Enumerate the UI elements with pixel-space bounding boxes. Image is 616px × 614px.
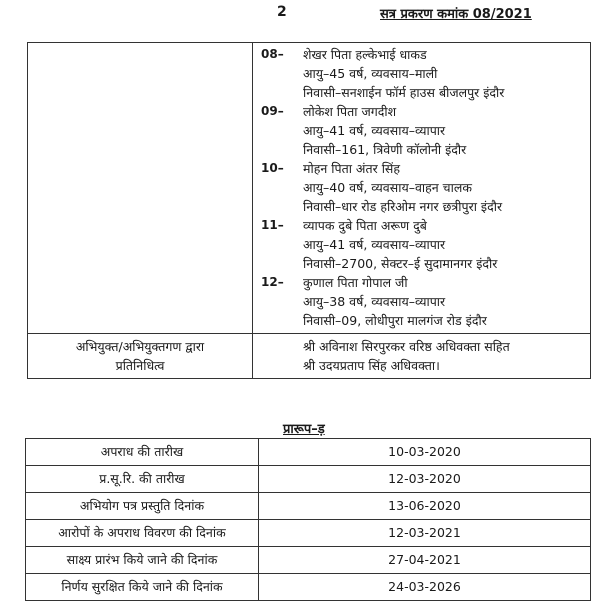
page-number: 2	[277, 4, 287, 20]
accused-address: निवासी–धार रोड हरिओम नगर छत्रीपुरा इंदौर	[303, 199, 503, 214]
date-value: 27-04-2021	[259, 547, 591, 574]
date-row	[26, 466, 591, 493]
accused-entry	[261, 216, 584, 273]
representation-text	[253, 334, 591, 379]
date-value: 12-03-2020	[259, 466, 591, 493]
date-value: 10-03-2020	[259, 439, 591, 466]
accused-name: मोहन पिता अंतर सिंह	[303, 161, 401, 176]
accused-number: 10–	[261, 161, 284, 175]
accused-name: व्यापक दुबे पिता अरूण दुबे	[303, 218, 427, 233]
accused-address: निवासी–161, त्रिवेणी कॉलोनी इंदौर	[303, 142, 467, 157]
date-value: 13-06-2020	[259, 493, 591, 520]
accused-entry	[261, 159, 584, 216]
date-row	[26, 520, 591, 547]
case-reference: सत्र प्रकरण कमांक 08/2021	[380, 7, 532, 22]
accused-address: निवासी–सनशाईन फॉर्म हाउस बीजलपुर इंदौर	[303, 85, 505, 100]
representation-label	[28, 334, 253, 379]
accused-row	[28, 43, 591, 334]
accused-number: 12–	[261, 275, 284, 289]
accused-left-cell	[28, 43, 253, 334]
date-label: प्र.सू.रि. की तारीख	[26, 466, 259, 493]
accused-entry	[261, 102, 584, 159]
date-label: निर्णय सुरक्षित किये जाने की दिनांक	[26, 574, 259, 601]
representation-row	[28, 334, 591, 379]
accused-age: आयु–41 वर्ष, व्यवसाय–व्यापार	[303, 237, 446, 252]
accused-age: आयु–38 वर्ष, व्यवसाय–व्यापार	[303, 294, 446, 309]
accused-address: निवासी–09, लोधीपुरा मालगंज रोड इंदौर	[303, 313, 487, 328]
date-value: 24-03-2026	[259, 574, 591, 601]
accused-number: 09–	[261, 104, 284, 118]
date-row	[26, 547, 591, 574]
date-row	[26, 574, 591, 601]
date-label: अपराध की तारीख	[26, 439, 259, 466]
accused-number: 08–	[261, 47, 284, 61]
accused-number: 11–	[261, 218, 284, 232]
form-title: प्रारूप–ड़	[283, 422, 325, 437]
accused-table	[27, 42, 591, 379]
accused-name: लोकेश पिता जगदीश	[303, 104, 397, 119]
accused-age: आयु–45 वर्ष, व्यवसाय–माली	[303, 66, 438, 81]
accused-age: आयु–41 वर्ष, व्यवसाय–व्यापार	[303, 123, 446, 138]
date-label: आरोपों के अपराध विवरण की दिनांक	[26, 520, 259, 547]
accused-entry	[261, 273, 584, 330]
advocate-line: श्री उदयप्रताप सिंह अधिवक्ता।	[303, 358, 440, 373]
representation-label-line: प्रतिनिधित्व	[115, 358, 165, 373]
date-label: साक्ष्य प्रारंभ किये जाने की दिनांक	[26, 547, 259, 574]
accused-entry	[261, 45, 584, 102]
date-row	[26, 439, 591, 466]
advocate-line: श्री अविनाश सिरपुरकर वरिष्ठ अधिवक्ता सहित	[303, 339, 510, 354]
dates-table	[25, 438, 591, 601]
accused-name: कुणाल पिता गोपाल जी	[303, 275, 408, 290]
accused-list	[253, 43, 591, 334]
accused-name: शेखर पिता हल्केभाई धाकड	[303, 47, 427, 62]
accused-address: निवासी–2700, सेक्टर–ई सुदामानगर इंदौर	[303, 256, 498, 271]
date-label: अभियोग पत्र प्रस्तुति दिनांक	[26, 493, 259, 520]
representation-label-line: अभियुक्त/अभियुक्तगण द्वारा	[75, 339, 205, 354]
date-value: 12-03-2021	[259, 520, 591, 547]
accused-age: आयु–40 वर्ष, व्यवसाय–वाहन चालक	[303, 180, 472, 195]
date-row	[26, 493, 591, 520]
